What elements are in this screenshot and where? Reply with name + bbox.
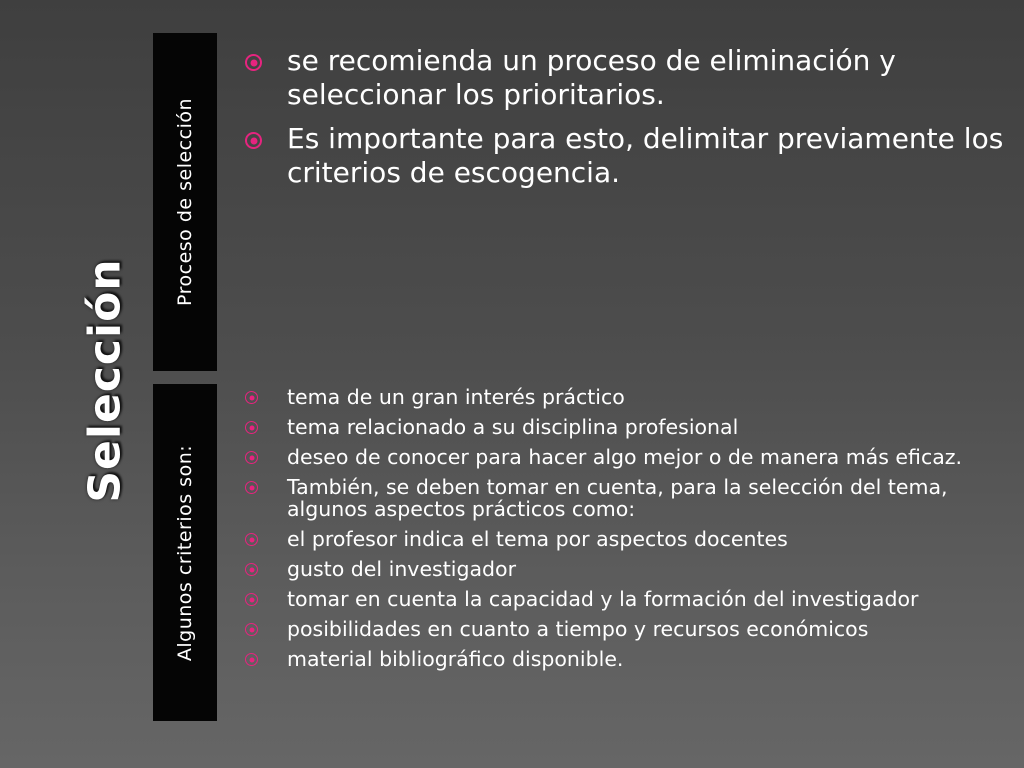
- list-item-text: tema relacionado a su disciplina profesional: [287, 415, 739, 439]
- radio-bullet-icon: [245, 593, 258, 606]
- list-item: [245, 618, 1005, 640]
- list-item-text: Es importante para esto, delimitar previamente los criterios de escogencia.: [287, 122, 1004, 189]
- radio-bullet-icon: [245, 563, 258, 576]
- list-item: [245, 446, 1005, 468]
- radio-bullet-icon: [245, 54, 262, 71]
- proceso-bullet-list: [245, 44, 1005, 200]
- list-item-text: se recomienda un proceso de eliminación y seleccionar los prioritarios.: [287, 44, 896, 111]
- radio-bullet-icon: [245, 421, 258, 434]
- list-item-text: material bibliográfico disponible.: [287, 647, 624, 671]
- list-item: [245, 386, 1005, 408]
- list-item: [245, 44, 1005, 112]
- list-item-text: deseo de conocer para hacer algo mejor o de manera más eficaz.: [287, 445, 963, 469]
- list-item-text: tema de un gran interés práctico: [287, 385, 625, 409]
- list-item: [245, 528, 1005, 550]
- list-item: [245, 416, 1005, 438]
- section-label-box-criterios: [153, 384, 217, 721]
- radio-bullet-icon: [245, 391, 258, 404]
- list-item-text: posibilidades en cuanto a tiempo y recursos económicos: [287, 617, 869, 641]
- radio-bullet-icon: [245, 623, 258, 636]
- list-item: [245, 588, 1005, 610]
- list-item: [245, 122, 1005, 190]
- radio-bullet-icon: [245, 132, 262, 149]
- section-label-box-proceso: [153, 33, 217, 371]
- list-item-text: tomar en cuenta la capacidad y la formación del investigador: [287, 587, 919, 611]
- radio-bullet-icon: [245, 653, 258, 666]
- radio-bullet-icon: [245, 533, 258, 546]
- slide-title: Selección: [79, 257, 131, 503]
- list-item: [245, 476, 1005, 520]
- radio-bullet-icon: [245, 481, 258, 494]
- list-item-text: el profesor indica el tema por aspectos docentes: [287, 527, 788, 551]
- list-item-text: También, se deben tomar en cuenta, para la selección del tema, algunos aspectos prácticos como:: [287, 475, 948, 521]
- section-label-criterios: Algunos criterios son:: [174, 444, 196, 661]
- slide-title-container: [60, 230, 150, 530]
- list-item-text: gusto del investigador: [287, 557, 517, 581]
- section-label-proceso: Proceso de selección: [174, 97, 196, 307]
- list-item: [245, 558, 1005, 580]
- radio-bullet-icon: [245, 451, 258, 464]
- criterios-bullet-list: [245, 386, 1005, 678]
- list-item: [245, 648, 1005, 670]
